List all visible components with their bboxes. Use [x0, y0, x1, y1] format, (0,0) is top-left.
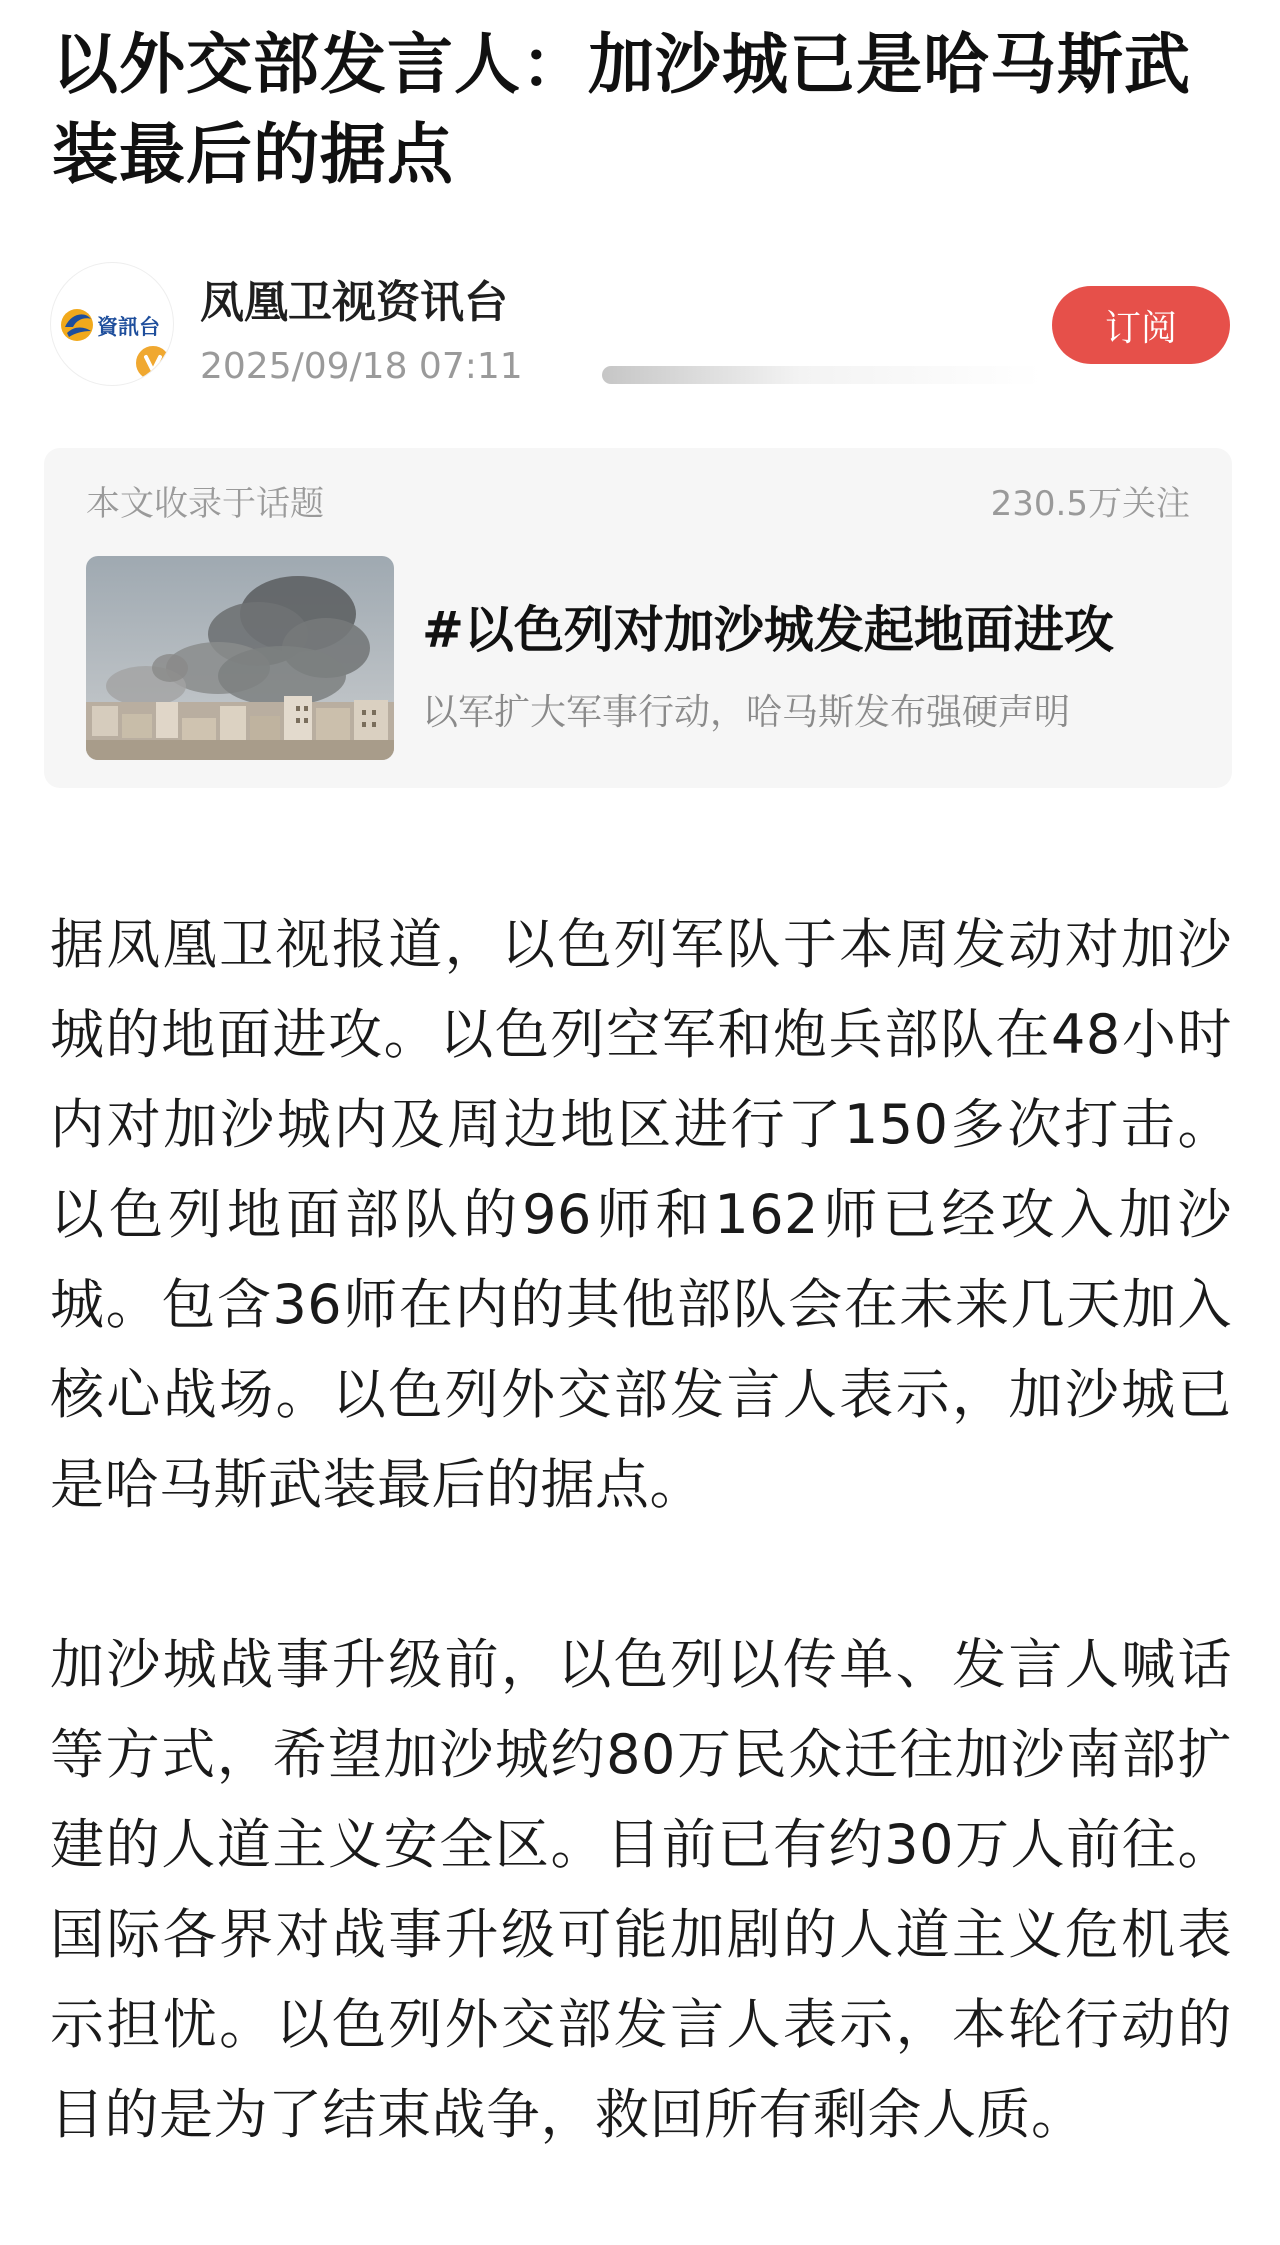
author-name[interactable]: 凤凰卫视资讯台: [200, 277, 508, 328]
avatar[interactable]: [50, 262, 174, 386]
topic-card[interactable]: [44, 448, 1232, 788]
topic-collected-label: 本文收录于话题: [86, 484, 324, 524]
topic-followers-count: 230.5万关注: [990, 484, 1190, 524]
article-paragraph: 据凤凰卫视报道，以色列军队于本周发动对加沙城的地面进攻。以色列空军和炮兵部队在48小时内对加沙城内及周边地区进行了150多次打击。以色列地面部队的96师和162师已经攻入加沙城。包含36师在内的其他部队会在未来几天加入核心战场。以色列外交部发言人表示，加沙城已是哈马斯武装最后的据点。: [50, 913, 1232, 1516]
verified-v-badge-icon: [133, 343, 173, 383]
subscribe-button[interactable]: 订阅: [1052, 286, 1230, 364]
avatar-logo-text: 資訊台: [97, 315, 160, 339]
article-body: [50, 900, 1232, 2160]
topic-subtitle: 以军扩大军事行动，哈马斯发布强硬声明: [422, 692, 1071, 733]
publish-time: 2025/09/18 07:11: [200, 346, 523, 387]
topic-title[interactable]: #以色列对加沙城发起地面进攻: [422, 601, 1114, 659]
blurred-region: [602, 366, 1042, 384]
article-paragraph: 加沙城战事升级前，以色列以传单、发言人喊话等方式，希望加沙城约80万民众迁往加沙南部扩建的人道主义安全区。目前已有约30万人前往。国际各界对战事升级可能加剧的人道主义危机表示担忧。以色列外交部发言人表示，本轮行动的目的是为了结束战争，救回所有剩余人质。: [50, 1633, 1232, 2146]
smoke-over-city-image: [86, 556, 394, 760]
phoenix-logo-icon: [59, 305, 169, 345]
topic-thumbnail[interactable]: [86, 556, 394, 760]
article-title: 以外交部发言人：加沙城已是哈马斯武装最后的据点: [52, 26, 1191, 193]
author-row: [50, 262, 1230, 392]
